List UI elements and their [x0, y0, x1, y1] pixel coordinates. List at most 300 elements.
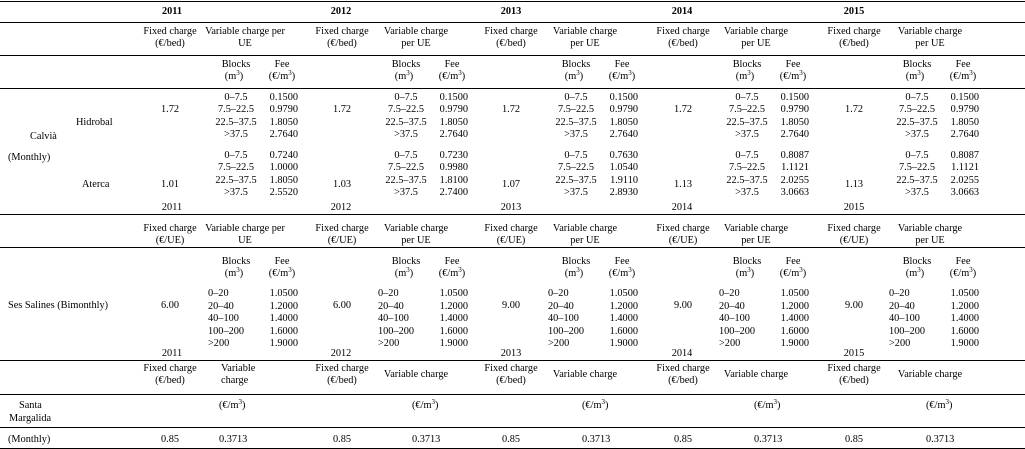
blocks-unit-text: (m: [394, 268, 407, 279]
aterca-block-text: 22.5–37.5: [896, 174, 938, 186]
hidrobal-block-text: 0–7.5: [394, 92, 418, 103]
close-paren: ): [631, 71, 636, 82]
fixed-charge-header-text: Fixed charge: [315, 363, 369, 374]
variable-charge-header-text: Variable charge: [552, 369, 618, 380]
salines-block-text: 0–20: [208, 288, 229, 299]
fixed-charge-unit-text: (€/UE): [155, 235, 185, 246]
salines-fee: [348, 313, 468, 325]
fixed-charge-header-text: Fixed charge: [827, 26, 881, 37]
salines-block-text: >200: [378, 338, 400, 350]
fee-header-text: Fee: [955, 59, 971, 70]
hidrobal-block-text: 22.5–37.5: [215, 116, 257, 128]
fee-header-text: Fee: [444, 256, 460, 267]
hidrobal-fee: [859, 92, 979, 104]
hidrobal-fee-text: 2.7640: [439, 129, 468, 141]
aterca-fee: [348, 162, 468, 174]
exponent-3: 3: [799, 69, 803, 77]
blocks-header-text: Blocks: [902, 59, 932, 70]
exponent-3: 3: [747, 69, 751, 77]
hidrobal-fee-text: 2.7640: [269, 129, 298, 141]
fixed-charge-unit-text: (€/UE): [496, 235, 526, 246]
salines-fee-text: 1.4000: [950, 313, 979, 325]
salines-fee: [689, 288, 809, 300]
fee-header-text: Fee: [785, 59, 801, 70]
close-paren: ): [802, 268, 807, 279]
salines-block-text: 40–100: [548, 313, 579, 325]
salines-fee-text: 1.2000: [950, 300, 979, 312]
fee-header: [893, 256, 1025, 268]
variable-charge-header-text: Variable charge: [723, 223, 789, 234]
hidrobal-block-text: 0–7.5: [224, 92, 248, 103]
salines-fee-text: 1.0500: [269, 288, 298, 299]
salines-fee-text: 1.4000: [609, 313, 638, 325]
aterca-fee-text: 2.8930: [609, 187, 638, 199]
hidrobal-block-text: >37.5: [564, 129, 588, 141]
close-paren: ): [461, 71, 466, 82]
year-header-2011: [102, 6, 242, 18]
row-label-aterca-text: Aterca: [82, 179, 110, 190]
close-paren: ): [291, 71, 296, 82]
close-paren: ): [631, 268, 636, 279]
aterca-fee: [178, 162, 298, 174]
year-footer-text: 2014: [671, 348, 693, 359]
exponent-3: 3: [288, 69, 292, 77]
aterca-fee-text: 0.7240: [269, 150, 298, 161]
exponent-3: 3: [969, 69, 973, 77]
aterca-fee-text: 2.5520: [269, 187, 298, 199]
row-label-monthly-santa-text: (Monthly): [8, 434, 51, 445]
blocks-header-text: Blocks: [221, 59, 251, 70]
salines-fixed-charge-text: 6.00: [332, 300, 352, 311]
year-footer: [784, 348, 924, 360]
aterca-fee-text: 1.8100: [439, 174, 468, 186]
year-footer: [612, 348, 752, 360]
row-label-santa-text: Santa: [19, 400, 42, 411]
fee-unit-text: (€/m: [268, 268, 289, 279]
variable-charge-unit: [860, 38, 1000, 50]
blocks-unit-text: (m: [564, 268, 577, 279]
variable-charge-header-text: Variable charge per: [205, 223, 285, 234]
exponent-3: 3: [969, 266, 973, 274]
salines-block-text: 100–200: [719, 325, 756, 337]
hidrobal-fixed-charge-text: 1.72: [673, 104, 693, 115]
salines-fee: [178, 326, 298, 338]
exponent-3: 3: [458, 266, 462, 274]
hidrobal-fee: [518, 129, 638, 141]
blocks-header-text: Blocks: [732, 256, 762, 267]
fee-unit-text: (€/m: [608, 268, 629, 279]
salines-block-text: 100–200: [889, 325, 926, 337]
salines-fee: [518, 288, 638, 300]
aterca-fee: [689, 150, 809, 162]
aterca-fixed-charge-text: 1.07: [501, 179, 521, 190]
hidrobal-fixed-charge-text: 1.72: [332, 104, 352, 115]
fee-unit: [212, 268, 352, 280]
exponent-3: 3: [236, 69, 240, 77]
aterca-fee-text: 2.0255: [780, 174, 809, 186]
aterca-block-text: 7.5–22.5: [728, 162, 766, 174]
aterca-fee-text: 0.8087: [950, 150, 979, 161]
aterca-fixed-charge-text: 1.13: [844, 179, 864, 190]
salines-block-text: 20–40: [719, 300, 745, 312]
charge-label: [221, 375, 248, 387]
variable-label-text: Variable: [221, 363, 256, 374]
fee-unit-text: (€/m: [438, 71, 459, 82]
salines-fee: [178, 313, 298, 325]
salines-fee-text: 1.6000: [950, 325, 979, 337]
hidrobal-block-text: 0–7.5: [735, 92, 759, 103]
table-rule: [0, 394, 1025, 395]
santa-variable-charge: [582, 434, 610, 446]
exponent-3: 3: [458, 69, 462, 77]
aterca-fixed-charge-text: 1.03: [332, 179, 352, 190]
santa-variable-charge: [926, 434, 954, 446]
variable-unit: [412, 400, 438, 412]
fee-unit: [723, 268, 863, 280]
hidrobal-fee: [689, 129, 809, 141]
aterca-block-text: 0–7.5: [224, 150, 248, 161]
hidrobal-fee-text: 0.9790: [269, 104, 298, 116]
fee-unit-text: (€/m: [608, 71, 629, 82]
salines-fee: [689, 313, 809, 325]
row-label-aterca: [82, 179, 109, 191]
aterca-fee-text: 1.1121: [781, 162, 809, 174]
year-header-2014: [612, 6, 752, 18]
close-paren: ): [579, 71, 584, 82]
hidrobal-block-text: 7.5–22.5: [728, 104, 766, 116]
variable-charge-unit-text: per UE: [570, 235, 600, 246]
fixed-charge-unit-text: (€/bed): [496, 38, 526, 49]
salines-fee-text: 1.6000: [439, 325, 468, 337]
aterca-fee-text: 2.7400: [439, 187, 468, 199]
row-label-margalida: [9, 413, 51, 425]
aterca-fee-text: 3.0663: [780, 187, 809, 199]
hidrobal-block-text: 22.5–37.5: [555, 116, 597, 128]
hidrobal-block-text: 7.5–22.5: [898, 104, 936, 116]
hidrobal-fee-text: 0.1500: [269, 92, 298, 103]
exponent-3: 3: [576, 266, 580, 274]
close-paren: ): [579, 268, 584, 279]
blocks-header-text: Blocks: [391, 59, 421, 70]
close-paren: ): [461, 268, 466, 279]
variable-charge-unit-text: per UE: [915, 38, 945, 49]
year-footer: [441, 202, 581, 214]
aterca-block-text: 7.5–22.5: [898, 162, 936, 174]
fee-header: [212, 59, 352, 71]
fee-unit: [552, 268, 692, 280]
fee-header-text: Fee: [274, 256, 290, 267]
row-label-calvia-text: Calvià: [30, 131, 57, 142]
aterca-fee-text: 1.8050: [269, 174, 298, 186]
variable-charge-header-text: Variable charge: [552, 223, 618, 234]
blocks-unit-text: (m: [224, 71, 237, 82]
variable-unit: [219, 400, 245, 412]
hidrobal-fee-text: 2.7640: [609, 129, 638, 141]
hidrobal-fee-text: 0.1500: [609, 92, 638, 103]
exponent-3: 3: [747, 266, 751, 274]
aterca-fee-text: 1.9110: [610, 174, 638, 186]
aterca-fee: [348, 150, 468, 162]
salines-fee: [689, 326, 809, 338]
row-label-ses-salines: [8, 300, 108, 312]
year-footer: [102, 348, 242, 360]
salines-block-text: 40–100: [378, 313, 409, 325]
exponent-3: 3: [406, 266, 410, 274]
salines-block-text: 0–20: [719, 288, 740, 299]
aterca-block-text: 7.5–22.5: [387, 162, 425, 174]
fixed-charge-unit-text: (€/bed): [839, 38, 869, 49]
hidrobal-fee: [518, 92, 638, 104]
salines-block-text: 20–40: [548, 300, 574, 312]
salines-block-text: >200: [719, 338, 741, 350]
santa-variable-charge: [412, 434, 440, 446]
salines-block-text: 20–40: [208, 300, 234, 312]
fee-unit: [893, 268, 1025, 280]
variable-charge-header-text: Variable charge: [723, 369, 789, 380]
fee-unit-text: (€/m: [779, 268, 800, 279]
fee-header: [212, 256, 352, 268]
year-footer-text: 2012: [330, 348, 352, 359]
salines-block-text: 0–20: [548, 288, 569, 299]
hidrobal-block-text: >37.5: [905, 129, 929, 141]
aterca-block-text: 22.5–37.5: [215, 174, 257, 186]
year-header-2015: [784, 6, 924, 18]
salines-block-text: 0–20: [378, 288, 399, 299]
salines-fee: [348, 326, 468, 338]
blocks-unit-text: (m: [224, 268, 237, 279]
fee-unit: [552, 71, 692, 83]
variable-unit-text: (€/m: [219, 400, 239, 411]
hidrobal-fee: [859, 104, 979, 116]
fixed-charge-unit-text: (€/bed): [155, 38, 185, 49]
fee-unit-text: (€/m: [949, 71, 970, 82]
blocks-header-text: Blocks: [391, 256, 421, 267]
variable-charge-unit-text: per UE: [741, 38, 771, 49]
fixed-charge-header-text: Fixed charge: [143, 223, 197, 234]
aterca-block-text: >37.5: [224, 187, 248, 199]
fee-header: [723, 59, 863, 71]
fee-unit-text: (€/m: [779, 71, 800, 82]
aterca-fee: [689, 162, 809, 174]
exponent-3: 3: [799, 266, 803, 274]
variable-charge-header-text: Variable charge: [383, 26, 449, 37]
salines-fee-text: 1.6000: [780, 325, 809, 337]
santa-variable-charge-text: 0.3713: [582, 434, 611, 445]
table-rule: [0, 1, 1025, 2]
salines-fee: [859, 301, 979, 313]
aterca-block-text: 22.5–37.5: [555, 174, 597, 186]
fee-header-text: Fee: [955, 256, 971, 267]
salines-block-text: 40–100: [889, 313, 920, 325]
year-header-2014-text: 2014: [671, 6, 693, 17]
hidrobal-block-text: 22.5–37.5: [385, 116, 427, 128]
aterca-fee-text: 1.1121: [951, 162, 979, 174]
salines-fee: [518, 313, 638, 325]
close-paren: ): [750, 71, 755, 82]
year-footer: [102, 202, 242, 214]
santa-variable-charge-text: 0.3713: [219, 434, 248, 445]
aterca-block-text: 22.5–37.5: [726, 174, 768, 186]
year-footer: [271, 202, 411, 214]
hidrobal-fee-text: 1.8050: [950, 116, 979, 128]
hidrobal-fee: [178, 92, 298, 104]
hidrobal-fee: [518, 117, 638, 129]
hidrobal-fee-text: 0.9790: [609, 104, 638, 116]
year-header-2012-text: 2012: [330, 6, 352, 17]
close-paren: ): [972, 71, 977, 82]
salines-block-text: 100–200: [208, 325, 245, 337]
salines-block-text: 100–200: [548, 325, 585, 337]
variable-unit-text: (€/m: [412, 400, 432, 411]
fee-unit: [382, 268, 522, 280]
hidrobal-fee: [178, 117, 298, 129]
blocks-header-text: Blocks: [902, 256, 932, 267]
salines-fee-text: 1.4000: [780, 313, 809, 325]
santa-variable-charge: [754, 434, 782, 446]
salines-block-text: >200: [208, 338, 230, 350]
salines-fee: [178, 288, 298, 300]
aterca-fee: [518, 150, 638, 162]
aterca-block-text: >37.5: [394, 187, 418, 199]
fixed-charge-unit-text: (€/bed): [327, 375, 357, 386]
close-paren: ): [920, 71, 925, 82]
charge-label-text: charge: [221, 375, 249, 386]
salines-fee-text: 1.6000: [269, 325, 298, 337]
fee-header-text: Fee: [785, 256, 801, 267]
fee-header: [552, 256, 692, 268]
salines-fee-text: 1.6000: [609, 325, 638, 337]
variable-unit-text: (€/m: [926, 400, 946, 411]
fixed-charge-header-text: Fixed charge: [315, 223, 369, 234]
salines-block-text: 100–200: [378, 325, 415, 337]
fee-header-text: Fee: [444, 59, 460, 70]
variable-charge-unit-text: per UE: [915, 235, 945, 246]
salines-fixed-charge-text: 9.00: [673, 300, 693, 311]
fee-unit: [212, 71, 352, 83]
aterca-fee-text: 2.0255: [950, 174, 979, 186]
hidrobal-block-text: 0–7.5: [905, 92, 929, 103]
variable-charge-header-text: Variable charge per: [205, 26, 285, 37]
row-label-calvia: [30, 131, 57, 143]
hidrobal-fee-text: 2.7640: [780, 129, 809, 141]
fee-header: [382, 59, 522, 71]
hidrobal-fee: [689, 92, 809, 104]
blocks-unit-text: (m: [735, 71, 748, 82]
salines-block-text: 20–40: [378, 300, 404, 312]
salines-fixed-charge-text: 9.00: [501, 300, 521, 311]
hidrobal-fee: [348, 92, 468, 104]
variable-label: [221, 363, 255, 375]
close-paren: ): [291, 268, 296, 279]
row-label-hidrobal-text: Hidrobal: [76, 117, 113, 128]
aterca-fee: [178, 150, 298, 162]
exponent-3: 3: [288, 266, 292, 274]
aterca-fee: [859, 162, 979, 174]
year-header-2015-text: 2015: [843, 6, 865, 17]
year-footer-text: 2014: [671, 202, 693, 213]
salines-fee-text: 1.0500: [609, 288, 638, 299]
fixed-charge-header-text: Fixed charge: [827, 363, 881, 374]
hidrobal-fee-text: 0.1500: [780, 92, 809, 103]
santa-fixed-charge-text: 0.85: [501, 434, 521, 445]
aterca-block-text: 22.5–37.5: [385, 174, 427, 186]
hidrobal-block-text: >37.5: [394, 129, 418, 141]
blocks-header-text: Blocks: [561, 59, 591, 70]
fee-header-text: Fee: [614, 59, 630, 70]
salines-fee-text: 1.0500: [950, 288, 979, 299]
variable-unit: [926, 400, 952, 412]
aterca-fee-text: 0.7230: [439, 150, 468, 161]
row-label-hidrobal: [76, 117, 113, 129]
aterca-fee: [859, 187, 979, 199]
fixed-charge-header-text: Fixed charge: [315, 26, 369, 37]
hidrobal-block-text: 7.5–22.5: [557, 104, 595, 116]
salines-fee: [859, 313, 979, 325]
fee-header: [552, 59, 692, 71]
year-header-2012: [271, 6, 411, 18]
hidrobal-block-text: 0–7.5: [564, 92, 588, 103]
exponent-3: 3: [628, 266, 632, 274]
hidrobal-fee-text: 1.8050: [439, 116, 468, 128]
table-rule: [0, 427, 1025, 428]
exponent-3: 3: [601, 398, 605, 406]
aterca-fee-text: 0.9980: [439, 162, 468, 174]
hidrobal-fee: [348, 129, 468, 141]
hidrobal-fee: [348, 117, 468, 129]
hidrobal-fee-text: 1.8050: [609, 116, 638, 128]
exponent-3: 3: [917, 69, 921, 77]
fixed-charge-header-text: Fixed charge: [143, 363, 197, 374]
santa-variable-charge-text: 0.3713: [412, 434, 441, 445]
salines-fee-text: 1.2000: [439, 300, 468, 312]
santa-fixed-charge: [784, 434, 924, 446]
fee-unit-text: (€/m: [268, 71, 289, 82]
year-header-2013: [441, 6, 581, 18]
variable-charge-unit-text: UE: [238, 235, 252, 246]
fee-unit-text: (€/m: [438, 268, 459, 279]
santa-fixed-charge-text: 0.85: [844, 434, 864, 445]
fixed-charge-unit-text: (€/bed): [155, 375, 185, 386]
santa-fixed-charge-text: 0.85: [332, 434, 352, 445]
hidrobal-block-text: 7.5–22.5: [217, 104, 255, 116]
aterca-block-text: >37.5: [564, 187, 588, 199]
hidrobal-fixed-charge-text: 1.72: [160, 104, 180, 115]
year-footer-text: 2015: [843, 348, 865, 359]
santa-variable-charge-text: 0.3713: [754, 434, 783, 445]
blocks-unit-text: (m: [905, 268, 918, 279]
fee-unit-text: (€/m: [949, 268, 970, 279]
hidrobal-fee-text: 0.1500: [950, 92, 979, 103]
fixed-charge-header-text: Fixed charge: [484, 363, 538, 374]
fixed-charge-unit-text: (€/bed): [668, 38, 698, 49]
aterca-fee-text: 0.7630: [609, 150, 638, 161]
salines-block-text: 20–40: [889, 300, 915, 312]
variable-charge-unit-text: per UE: [570, 38, 600, 49]
fee-unit: [893, 71, 1025, 83]
fixed-charge-header-text: Fixed charge: [143, 26, 197, 37]
santa-fixed-charge-text: 0.85: [160, 434, 180, 445]
hidrobal-fee-text: 0.9790: [439, 104, 468, 116]
aterca-block-text: 0–7.5: [735, 150, 759, 161]
fixed-charge-header-text: Fixed charge: [484, 223, 538, 234]
fee-header-text: Fee: [274, 59, 290, 70]
salines-block-text: >200: [889, 338, 911, 350]
aterca-fixed-charge-text: 1.13: [673, 179, 693, 190]
fixed-charge-unit: [100, 375, 240, 387]
close-paren: ): [239, 71, 244, 82]
salines-fee: [348, 288, 468, 300]
variable-charge-header-text: Variable charge: [897, 369, 963, 380]
